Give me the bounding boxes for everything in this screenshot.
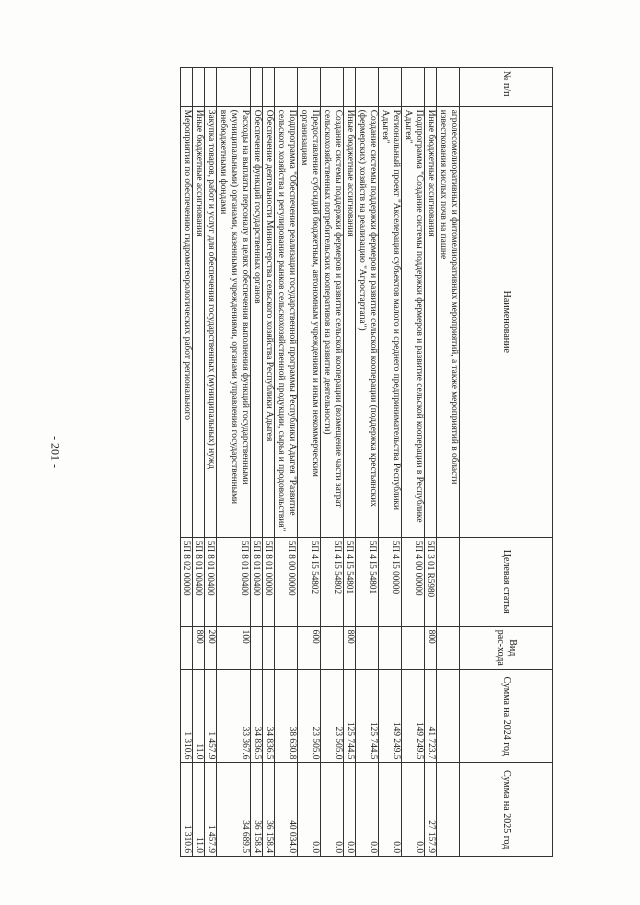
row-num-cell — [275, 68, 298, 107]
table-row — [205, 68, 217, 857]
row-sum-2025-cell: 0.0 — [298, 763, 321, 857]
table-row — [402, 68, 425, 857]
table-row — [298, 68, 321, 857]
row-vid-cell — [402, 626, 425, 669]
table-row — [275, 68, 298, 857]
row-sum-2024-cell: 23 505.0 — [321, 669, 344, 762]
row-name-cell: Предоставление субсидий бюджетным, автономным учреждениям и иным некоммерческим организациям — [298, 106, 321, 537]
row-sum-2024-cell: 125 744.5 — [344, 669, 356, 762]
row-vid-cell — [275, 626, 298, 669]
row-name-cell: Подпрограмма "Обеспечение реализации государственной программы Республики Адыгея "Развитие сельского хозяйства и регулирование рынков сельскохозяйственной продукции, сырья и продовольствия" — [275, 106, 298, 537]
row-vid-cell — [437, 626, 460, 669]
row-num-cell — [193, 68, 205, 107]
row-name-cell: Создание системы поддержки фермеров и развитие сельской кооперации (возмещение части затрат сельскохозяйственных потребительских кооперативов на развитие деятельности) — [321, 106, 344, 537]
row-name-cell: Подпрограмма "Создание системы поддержки фермеров и развитие сельской кооперации в Республике Адыгея" — [402, 106, 425, 537]
row-code-cell: 5П 8 01 00400 — [217, 537, 251, 626]
row-vid-cell: 600 — [298, 626, 321, 669]
row-num-cell — [251, 68, 263, 107]
row-vid-cell: 200 — [205, 626, 217, 669]
row-name-cell: Обеспечение деятельности Министерства сельского хозяйства Республики Адыгея — [263, 106, 275, 537]
row-code-cell: 5П 4 I5 54801 — [356, 537, 379, 626]
row-code-cell: 5П 4 00 00000 — [402, 537, 425, 626]
row-sum-2025-cell: 0.0 — [356, 763, 379, 857]
row-num-cell — [437, 68, 460, 107]
row-code-cell: 5П 4 I5 00000 — [379, 537, 402, 626]
table-container — [65, 67, 553, 857]
row-sum-2025-cell: 36 158.4 — [263, 763, 275, 857]
row-sum-2024-cell: 38 630.8 — [275, 669, 298, 762]
row-code-cell: 5П 8 01 00400 — [193, 537, 205, 626]
row-sum-2025-cell: 1 310.6 — [181, 763, 193, 857]
row-sum-2025-cell: 27 157.9 — [425, 763, 437, 857]
header-sum-2025: Сумма на 2025 год — [460, 763, 553, 857]
table-row — [356, 68, 379, 857]
row-sum-2024-cell — [437, 669, 460, 762]
table-row — [321, 68, 344, 857]
row-code-cell: 5П 8 02 00000 — [181, 537, 193, 626]
row-num-cell — [379, 68, 402, 107]
row-code-cell: 5П 8 00 00000 — [275, 537, 298, 626]
row-sum-2024-cell: 41 723.7 — [425, 669, 437, 762]
row-sum-2025-cell: 40 034.0 — [275, 763, 298, 857]
row-sum-2024-cell: 34 836.5 — [251, 669, 263, 762]
row-sum-2024-cell: 23 505.0 — [298, 669, 321, 762]
row-sum-2024-cell: 1 310.6 — [181, 669, 193, 762]
row-name-cell: агролесомелиоративных и фитомелиоративных мероприятий, а также мероприятий в области известкования кислых почв на пашне — [437, 106, 460, 537]
rotated-page — [65, 67, 553, 857]
table-row — [181, 68, 193, 857]
row-num-cell — [181, 68, 193, 107]
row-code-cell: 5П 4 I5 54802 — [298, 537, 321, 626]
row-sum-2025-cell — [437, 763, 460, 857]
row-sum-2024-cell: 11.0 — [193, 669, 205, 762]
row-name-cell: Обеспечение функций государственных органов — [251, 106, 263, 537]
row-num-cell — [356, 68, 379, 107]
row-num-cell — [344, 68, 356, 107]
table-row — [263, 68, 275, 857]
row-sum-2024-cell: 149 249.5 — [402, 669, 425, 762]
table-row — [437, 68, 460, 857]
table-row — [425, 68, 437, 857]
row-name-cell: Закупка товаров, работ и услуг для обеспечения государственных (муниципальных) нужд — [205, 106, 217, 537]
table-row — [193, 68, 205, 857]
row-num-cell — [402, 68, 425, 107]
row-code-cell: 5П 8 01 00400 — [251, 537, 263, 626]
row-name-cell: Создание системы поддержки фермеров и развитие сельской кооперации (поддержка крестьянских (фермерских) хозяйств на реализацию "Агростартапа") — [356, 106, 379, 537]
row-code-cell: 5П 4 I5 54801 — [344, 537, 356, 626]
row-num-cell — [321, 68, 344, 107]
header-name: Наименование — [460, 106, 553, 537]
row-name-cell: Иные бюджетные ассигнования — [344, 106, 356, 537]
row-code-cell: 5П 8 01 00400 — [205, 537, 217, 626]
row-code-cell: 5П 3 01 R5980 — [425, 537, 437, 626]
header-sum-2024: Сумма на 2024 год — [460, 669, 553, 762]
row-vid-cell — [379, 626, 402, 669]
row-sum-2025-cell: 11.0 — [193, 763, 205, 857]
row-num-cell — [205, 68, 217, 107]
table-row — [379, 68, 402, 857]
row-vid-cell — [263, 626, 275, 669]
row-vid-cell — [181, 626, 193, 669]
row-code-cell: 5П 8 01 00000 — [263, 537, 275, 626]
row-vid-cell: 100 — [217, 626, 251, 669]
header-code: Целевая статья — [460, 537, 553, 626]
table-row — [251, 68, 263, 857]
row-name-cell: Расходы на выплаты персоналу в целях обеспечения выполнения функций государственными (муниципальными) органами, казенными учреждениями, органами управления государственными внебюджетными фондами — [217, 106, 251, 537]
header-num: № п/п — [460, 68, 553, 107]
row-num-cell — [263, 68, 275, 107]
row-sum-2025-cell: 0.0 — [402, 763, 425, 857]
row-sum-2025-cell: 1 457.9 — [205, 763, 217, 857]
table-body — [181, 68, 460, 857]
row-sum-2024-cell: 1 457.9 — [205, 669, 217, 762]
row-name-cell: Мероприятия по обеспечению гидрометеорологических работ регионального — [181, 106, 193, 537]
row-num-cell — [298, 68, 321, 107]
row-sum-2025-cell: 36 158.4 — [251, 763, 263, 857]
row-sum-2024-cell: 34 836.5 — [263, 669, 275, 762]
row-vid-cell — [356, 626, 379, 669]
page-number: - 201 - — [48, 436, 63, 468]
row-vid-cell — [321, 626, 344, 669]
row-name-cell: Региональный проект "Акселерация субъектов малого и среднего предпринимательства Республики Адыгея" — [379, 106, 402, 537]
row-name-cell: Иные бюджетные ассигнования — [193, 106, 205, 537]
row-name-cell: Иные бюджетные ассигнования — [425, 106, 437, 537]
row-sum-2025-cell: 34 689.5 — [217, 763, 251, 857]
row-num-cell — [425, 68, 437, 107]
row-sum-2024-cell: 125 744.5 — [356, 669, 379, 762]
header-row — [460, 68, 553, 857]
row-sum-2025-cell: 0.0 — [344, 763, 356, 857]
row-num-cell — [217, 68, 251, 107]
row-vid-cell — [251, 626, 263, 669]
row-code-cell — [437, 537, 460, 626]
budget-table — [180, 67, 553, 857]
row-vid-cell: 800 — [193, 626, 205, 669]
row-sum-2024-cell: 33 367.6 — [217, 669, 251, 762]
table-row — [217, 68, 251, 857]
row-vid-cell: 800 — [344, 626, 356, 669]
row-vid-cell: 800 — [425, 626, 437, 669]
row-sum-2025-cell: 0.0 — [321, 763, 344, 857]
row-sum-2024-cell: 149 249.5 — [379, 669, 402, 762]
row-code-cell: 5П 4 I5 54802 — [321, 537, 344, 626]
table-row — [344, 68, 356, 857]
row-sum-2025-cell: 0.0 — [379, 763, 402, 857]
header-vid: Вид рас-хода — [460, 626, 553, 669]
